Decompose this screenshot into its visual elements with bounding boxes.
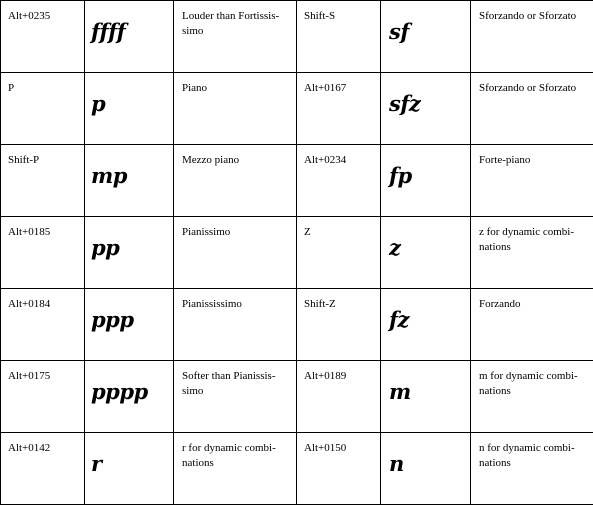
shortcut-cell (1, 361, 85, 433)
description-cell (471, 73, 593, 145)
table-body (1, 1, 593, 505)
dynamic-symbol-text: pp (85, 217, 173, 260)
shortcut-text: Alt+0234 (297, 145, 380, 168)
shortcut-cell (1, 73, 85, 145)
description-cell (174, 217, 297, 289)
dynamic-symbol-cell (85, 433, 174, 505)
shortcut-text: Alt+0235 (1, 1, 84, 24)
table-row (1, 1, 593, 73)
dynamic-symbol-text: p (85, 73, 173, 116)
description-cell (471, 145, 593, 217)
dynamic-symbol-text: ppp (85, 289, 173, 332)
shortcut-cell (1, 433, 85, 505)
dynamic-symbol-text: pppp (85, 361, 173, 404)
description-cell (471, 1, 593, 73)
shortcut-cell (297, 145, 381, 217)
dynamic-symbol-cell (381, 73, 471, 145)
dynamic-symbol-text: fp (381, 145, 470, 188)
description-text: Piano (174, 73, 296, 96)
dynamic-symbol-text: mp (85, 145, 173, 188)
dynamic-symbol-text: n (381, 433, 470, 476)
dynamic-symbol-cell (85, 145, 174, 217)
description-text: Sforzando or Sforzato (471, 1, 593, 24)
description-text: Softer than Pianissis- simo (174, 361, 296, 399)
description-text: m for dynamic combi- nations (471, 361, 593, 399)
table-row (1, 289, 593, 361)
description-cell (174, 289, 297, 361)
description-cell (471, 361, 593, 433)
shortcut-cell (297, 289, 381, 361)
description-text: Mezzo piano (174, 145, 296, 168)
dynamic-symbol-cell (85, 1, 174, 73)
shortcut-cell (1, 145, 85, 217)
shortcut-cell (297, 361, 381, 433)
description-text: Forzando (471, 289, 593, 312)
shortcut-text: Shift-P (1, 145, 84, 168)
shortcut-cell (1, 289, 85, 361)
description-cell (174, 145, 297, 217)
table-row (1, 217, 593, 289)
dynamic-symbol-cell (381, 145, 471, 217)
shortcut-text: Shift-S (297, 1, 380, 24)
shortcut-text: Alt+0142 (1, 433, 84, 456)
shortcut-text: Alt+0185 (1, 217, 84, 240)
dynamic-symbol-cell (85, 217, 174, 289)
dynamic-symbol-cell (381, 217, 471, 289)
description-cell (174, 361, 297, 433)
description-cell (174, 433, 297, 505)
shortcut-text: Z (297, 217, 380, 240)
description-text: r for dynamic combi- nations (174, 433, 296, 471)
shortcut-text: Alt+0189 (297, 361, 380, 384)
dynamic-symbol-text: sf (381, 1, 470, 44)
dynamic-symbol-text: ffff (85, 1, 173, 44)
dynamic-symbol-cell (381, 433, 471, 505)
description-text: z for dynamic combi- nations (471, 217, 593, 255)
description-text: n for dynamic combi- nations (471, 433, 593, 471)
table-row (1, 361, 593, 433)
dynamic-symbol-cell (381, 361, 471, 433)
description-text: Forte-piano (471, 145, 593, 168)
shortcut-text: P (1, 73, 84, 96)
shortcut-text: Alt+0167 (297, 73, 380, 96)
dynamic-symbol-cell (85, 289, 174, 361)
dynamic-symbol-text: fz (381, 289, 470, 332)
shortcut-cell (297, 1, 381, 73)
table-row (1, 433, 593, 505)
shortcut-text: Alt+0184 (1, 289, 84, 312)
shortcut-cell (297, 73, 381, 145)
dynamic-symbol-cell (85, 361, 174, 433)
shortcut-cell (1, 217, 85, 289)
shortcut-text: Alt+0175 (1, 361, 84, 384)
description-cell (174, 73, 297, 145)
dynamic-symbol-text: sfz (381, 73, 470, 116)
description-text: Pianissimo (174, 217, 296, 240)
description-text: Louder than Fortissis- simo (174, 1, 296, 39)
description-text: Pianississimo (174, 289, 296, 312)
shortcut-cell (1, 1, 85, 73)
description-cell (471, 433, 593, 505)
dynamic-symbol-cell (381, 289, 471, 361)
dynamic-symbol-text: r (85, 433, 173, 476)
dynamic-symbol-text: z (381, 217, 470, 260)
description-text: Sforzando or Sforzato (471, 73, 593, 96)
shortcut-cell (297, 433, 381, 505)
shortcut-cell (297, 217, 381, 289)
shortcut-text: Alt+0150 (297, 433, 380, 456)
description-cell (471, 289, 593, 361)
dynamic-symbol-cell (381, 1, 471, 73)
dynamic-symbol-cell (85, 73, 174, 145)
description-cell (174, 1, 297, 73)
dynamic-symbol-text: m (381, 361, 470, 404)
table-row (1, 145, 593, 217)
table-row (1, 73, 593, 145)
description-cell (471, 217, 593, 289)
shortcut-text: Shift-Z (297, 289, 380, 312)
